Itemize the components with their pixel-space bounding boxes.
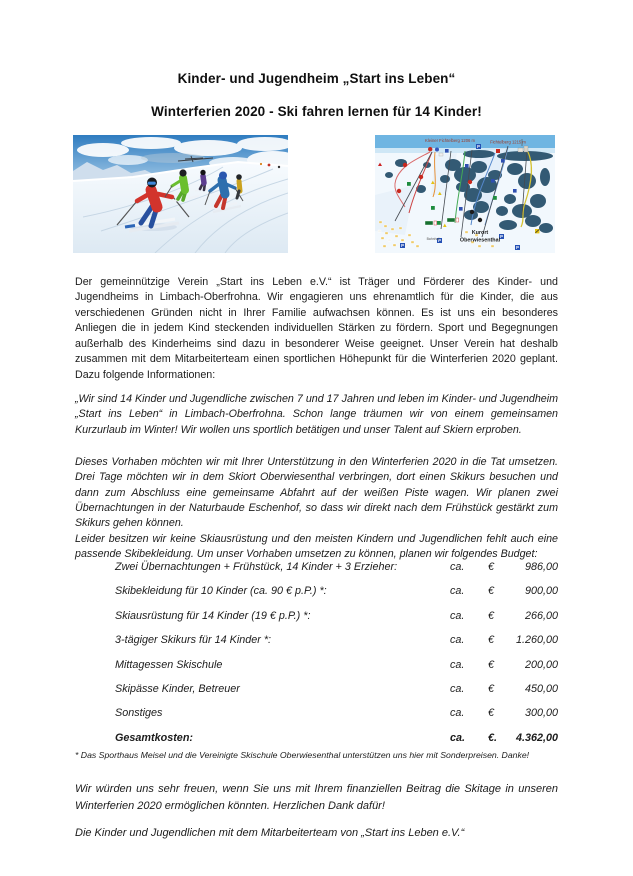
paragraph-quote-1: „Wir sind 14 Kinder und Jugendliche zwischen 7 und 17 Jahren und leben im Kinder- und Jugendheim „Start ins Leben“ in Limbach-Oberfrohna. Schon lange träumen wir von einem gemeinsamen Kurzurlaub im Winter! Wir wollen uns sportlich betätigen und unser Talent auf Skiern erproben. xyxy=(75,392,558,436)
paragraph-signature: Die Kinder und Jugendlichen mit dem Mitarbeiterteam von „Start ins Leben e.V.“ xyxy=(75,827,465,839)
budget-approx: ca. xyxy=(450,609,465,622)
ski-photo-illustration xyxy=(73,135,288,253)
budget-amount: 266,00 xyxy=(524,609,558,622)
budget-item-label: Zwei Übernachtungen + Frühstück, 14 Kinder + 3 Erzieher: xyxy=(115,561,398,573)
budget-approx: ca. xyxy=(450,634,465,647)
paragraph-closing-appeal: Wir würden uns sehr freuen, wenn Sie uns mit Ihrem finanziellen Beitrag die Skitage in unseren Winterferien 2020 ermöglichen könnten. Herzlichen Dank dafür! xyxy=(75,783,558,812)
budget-approx: ca. xyxy=(450,707,465,720)
budget-currency: € xyxy=(488,707,495,720)
budget-currency: € xyxy=(488,634,495,647)
budget-row xyxy=(75,634,558,658)
parking-icon: P xyxy=(401,243,404,249)
budget-amount: 900,00 xyxy=(524,585,558,598)
map-label-oberwiesenthal: Oberwiesenthal xyxy=(459,237,501,244)
page-title: Kinder- und Jugendheim „Start ins Leben“ xyxy=(177,71,456,86)
budget-currency: € xyxy=(488,658,495,671)
paragraph-intro: Der gemeinnützige Verein „Start ins Leben e.V.“ ist Träger und Förderer des Kinder- und Jugendheims in Limbach-Oberfrohna. Wir engagieren uns ehrenamtlich für die Kinder, die aus verschiedenen Gründen nicht in Ihrer Familie aufwachsen können. Es ist uns ein besonderes Anliegen die in jedem Kind steckenden individuellen Stärken zu fördern. Sport und Begegnungen außerhalb des Kinderheims sind dazu in besonderer Weise geeignet. Unser Verein hat deshalb zusammen mit dem Mitarbeiterteam einen sportlichen Höhepunkt für die Winterferien 2020 geplant. Dazu folgende Informationen: xyxy=(75,275,558,381)
budget-amount: 300,00 xyxy=(524,707,558,720)
parking-icon: P xyxy=(516,245,519,251)
map-label-bahnhof: Bahnhof xyxy=(426,237,440,241)
budget-row xyxy=(75,561,558,585)
budget-row xyxy=(75,610,558,634)
budget-item-label: Skipässe Kinder, Betreuer xyxy=(115,682,240,695)
budget-row xyxy=(75,707,558,731)
budget-row xyxy=(75,585,558,609)
budget-item-label: Skiausrüstung für 14 Kinder (19 € p.P.) *: xyxy=(115,609,311,622)
ski-group-photo xyxy=(73,135,288,253)
budget-approx: ca. xyxy=(450,682,465,695)
budget-table xyxy=(75,561,558,756)
budget-total-currency: €. xyxy=(488,731,498,744)
budget-amount: 986,00 xyxy=(524,561,558,573)
budget-approx: ca. xyxy=(450,658,465,671)
page-subtitle: Winterferien 2020 - Ski fahren lernen für 14 Kinder! xyxy=(151,104,482,119)
paragraph-quote-2: Dieses Vorhaben möchten wir mit Ihrer Unterstützung in den Winterferien 2020 in die Tat umsetzen. Drei Tage möchten wir in dem Skiort Oberwiesenthal verbringen, dort einen Skikurs besuchen und dann zum Abschluss eine gemeinsame Abfahrt auf der weißen Piste wagen. Wir planen zwei Übernachtungen in der Naturbaude Eschenhof, so dass wir direkt nach dem Frühstück gestärkt zum Skikurs gehen können. xyxy=(75,455,558,530)
budget-row xyxy=(75,659,558,683)
map-label-fichtelberg: Fichtelberg 1215 m xyxy=(490,139,526,145)
budget-item-label: Sonstiges xyxy=(115,707,163,720)
parking-icon: P xyxy=(477,144,480,150)
budget-currency: € xyxy=(488,585,495,598)
budget-amount: 200,00 xyxy=(524,658,558,671)
budget-approx: ca. xyxy=(450,585,465,598)
budget-currency: € xyxy=(488,561,495,573)
budget-approx: ca. xyxy=(450,561,465,573)
budget-item-label: Mittagessen Skischule xyxy=(115,658,223,671)
budget-total-amount: 4.362,00 xyxy=(515,731,558,744)
budget-total-approx: ca. xyxy=(450,731,466,744)
piste-map-image xyxy=(375,135,555,253)
budget-item-label: Skibekleidung für 10 Kinder (ca. 90 € p.P.) *: xyxy=(115,585,327,598)
sponsor-footnote: * Das Sporthaus Meisel und die Vereinigte Skischule Oberwiesenthal unterstützen uns hier mit Sonderpreisen. Danke! xyxy=(75,750,530,760)
map-label-kurort: Kurort xyxy=(471,230,489,236)
budget-amount: 450,00 xyxy=(524,682,558,695)
parking-icon: P xyxy=(438,238,441,244)
piste-map-illustration xyxy=(375,135,555,253)
budget-item-label: 3-tägiger Skikurs für 14 Kinder *: xyxy=(115,634,272,647)
budget-currency: € xyxy=(488,609,495,622)
paragraph-quote-3: Leider besitzen wir keine Skiausrüstung und den meisten Kindern und Jugendlichen fehlt auch eine passende Skibekleidung. Um unser Vorhaben umsetzen zu können, planen wir folgendes Budget: xyxy=(75,532,558,561)
map-label-kleiner-fichtelberg: Kleiner Fichtelberg 1206 m xyxy=(424,138,476,143)
budget-total-label: Gesamtkosten: xyxy=(115,731,194,744)
budget-currency: € xyxy=(488,682,495,695)
budget-amount: 1.260,00 xyxy=(515,634,558,647)
budget-row xyxy=(75,683,558,707)
parking-icon: P xyxy=(500,234,503,240)
